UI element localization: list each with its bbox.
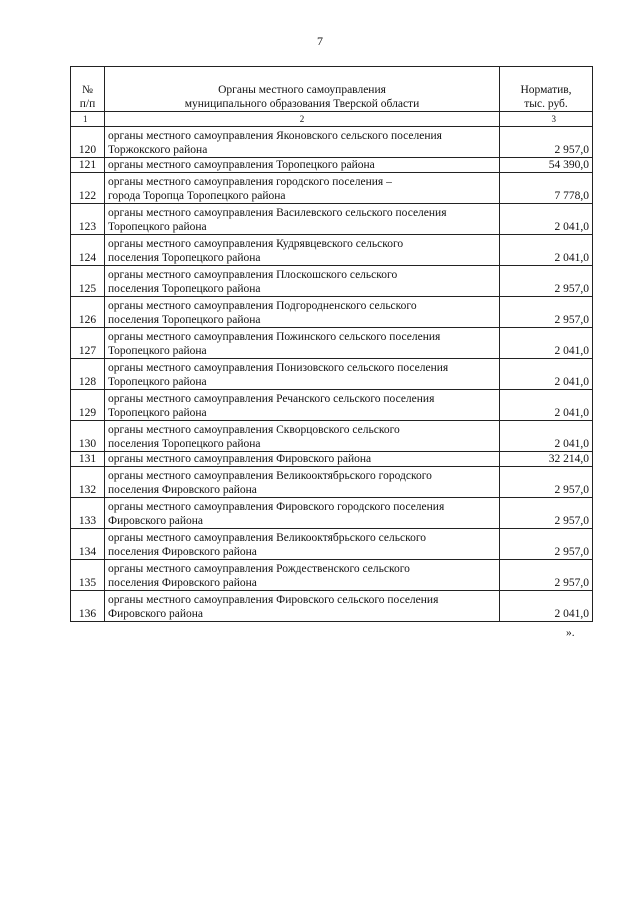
header-col-name-line2: муниципального образования Тверской области (184, 98, 420, 110)
row-body-name (105, 498, 500, 529)
row-body-name (105, 452, 500, 467)
row-body-name (105, 591, 500, 622)
row-body-name (105, 158, 500, 173)
row-number: 136 (71, 591, 105, 622)
row-body-name-line: Фировского района (108, 515, 204, 527)
table-row (71, 158, 593, 173)
row-body-name-line: Торжокского района (108, 144, 208, 156)
table-row (71, 127, 593, 158)
row-normative-value: 2 957,0 (500, 467, 593, 498)
table-row (71, 467, 593, 498)
row-body-name-line: органы местного самоуправления Великооктябрьского городского (108, 470, 432, 482)
header-col-value-line1: Норматив, (520, 84, 572, 96)
row-body-name-line: поселения Фировского района (108, 484, 257, 496)
row-body-name-line: поселения Торопецкого района (108, 252, 261, 264)
row-number: 129 (71, 390, 105, 421)
row-body-name-line: органы местного самоуправления Торопецкого района (108, 159, 375, 171)
row-normative-value: 7 778,0 (500, 173, 593, 204)
row-body-name-line: Торопецкого района (108, 345, 207, 357)
header-col-name (105, 67, 500, 112)
row-body-name (105, 297, 500, 328)
row-body-name (105, 467, 500, 498)
row-body-name (105, 529, 500, 560)
row-number: 128 (71, 359, 105, 390)
row-number: 127 (71, 328, 105, 359)
row-body-name (105, 173, 500, 204)
row-body-name-line: органы местного самоуправления Фировского района (108, 453, 372, 465)
table-row (71, 297, 593, 328)
row-number: 131 (71, 452, 105, 467)
row-body-name-line: органы местного самоуправления Кудрявцевского сельского (108, 238, 404, 250)
row-number: 125 (71, 266, 105, 297)
column-index-2: 2 (105, 112, 500, 127)
row-body-name (105, 359, 500, 390)
row-body-name-line: Фировского района (108, 608, 204, 620)
table-row (71, 390, 593, 421)
row-body-name-line: органы местного самоуправления Подгородненского сельского (108, 300, 417, 312)
row-number: 135 (71, 560, 105, 591)
row-normative-value: 2 041,0 (500, 591, 593, 622)
row-body-name-line: поселения Фировского района (108, 546, 257, 558)
table-row (71, 204, 593, 235)
row-body-name-line: органы местного самоуправления Яконовского сельского поселения (108, 130, 442, 142)
row-body-name-line: Торопецкого района (108, 221, 207, 233)
row-number: 120 (71, 127, 105, 158)
column-index-1: 1 (71, 112, 105, 127)
column-index-3: 3 (500, 112, 593, 127)
row-normative-value: 54 390,0 (500, 158, 593, 173)
table-row (71, 235, 593, 266)
row-number: 132 (71, 467, 105, 498)
row-body-name-line: поселения Торопецкого района (108, 438, 261, 450)
row-normative-value: 2 041,0 (500, 204, 593, 235)
page-number: 7 (317, 34, 323, 48)
row-normative-value: 2 957,0 (500, 127, 593, 158)
table-row (71, 173, 593, 204)
row-normative-value: 2 041,0 (500, 328, 593, 359)
header-col-number-line2: п/п (79, 98, 96, 110)
header-col-number-line1: № (82, 84, 93, 96)
row-normative-value: 2 957,0 (500, 266, 593, 297)
row-body-name-line: Торопецкого района (108, 376, 207, 388)
table-header-row (71, 67, 593, 112)
row-body-name (105, 204, 500, 235)
row-body-name-line: органы местного самоуправления Рождественского сельского (108, 563, 410, 575)
table-row (71, 498, 593, 529)
row-body-name-line: органы местного самоуправления Понизовского сельского поселения (108, 362, 449, 374)
row-normative-value: 2 041,0 (500, 235, 593, 266)
row-body-name-line: органы местного самоуправления Пожинского сельского поселения (108, 331, 441, 343)
row-body-name-line: органы местного самоуправления Фировского городского поселения (108, 501, 445, 513)
normatives-table (70, 66, 593, 622)
table-row (71, 452, 593, 467)
row-normative-value: 2 041,0 (500, 359, 593, 390)
header-col-number (71, 67, 105, 112)
row-body-name-line: города Торопца Торопецкого района (108, 190, 286, 202)
table-row (71, 591, 593, 622)
row-number: 124 (71, 235, 105, 266)
table-row (71, 421, 593, 452)
row-body-name (105, 328, 500, 359)
table-row (71, 328, 593, 359)
row-number: 126 (71, 297, 105, 328)
row-normative-value: 2 957,0 (500, 297, 593, 328)
row-body-name-line: органы местного самоуправления городского поселения – (108, 176, 392, 188)
row-body-name (105, 127, 500, 158)
column-index-row (71, 112, 593, 127)
row-body-name-line: органы местного самоуправления Скворцовского сельского (108, 424, 400, 436)
row-number: 133 (71, 498, 105, 529)
table-row (71, 560, 593, 591)
row-body-name (105, 235, 500, 266)
row-body-name-line: поселения Торопецкого района (108, 314, 261, 326)
closing-quote-mark: ». (566, 627, 575, 639)
header-col-value-line2: тыс. руб. (524, 98, 568, 110)
row-body-name-line: органы местного самоуправления Великооктябрьского сельского (108, 532, 427, 544)
header-col-value (500, 67, 593, 112)
row-body-name (105, 266, 500, 297)
row-normative-value: 2 957,0 (500, 529, 593, 560)
table-row (71, 359, 593, 390)
table-row (71, 266, 593, 297)
row-number: 123 (71, 204, 105, 235)
row-normative-value: 32 214,0 (500, 452, 593, 467)
row-normative-value: 2 041,0 (500, 390, 593, 421)
row-number: 130 (71, 421, 105, 452)
row-body-name (105, 390, 500, 421)
row-body-name-line: органы местного самоуправления Фировского сельского поселения (108, 594, 439, 606)
row-body-name-line: Торопецкого района (108, 407, 207, 419)
row-number: 134 (71, 529, 105, 560)
row-number: 121 (71, 158, 105, 173)
row-body-name-line: поселения Фировского района (108, 577, 257, 589)
table-row (71, 529, 593, 560)
row-normative-value: 2 957,0 (500, 560, 593, 591)
row-body-name (105, 421, 500, 452)
row-body-name-line: органы местного самоуправления Речанского сельского поселения (108, 393, 435, 405)
row-normative-value: 2 041,0 (500, 421, 593, 452)
row-normative-value: 2 957,0 (500, 498, 593, 529)
row-body-name-line: органы местного самоуправления Плоскошского сельского (108, 269, 398, 281)
row-body-name-line: органы местного самоуправления Василевского сельского поселения (108, 207, 447, 219)
header-col-name-line1: Органы местного самоуправления (218, 84, 386, 96)
row-number: 122 (71, 173, 105, 204)
row-body-name (105, 560, 500, 591)
row-body-name-line: поселения Торопецкого района (108, 283, 261, 295)
